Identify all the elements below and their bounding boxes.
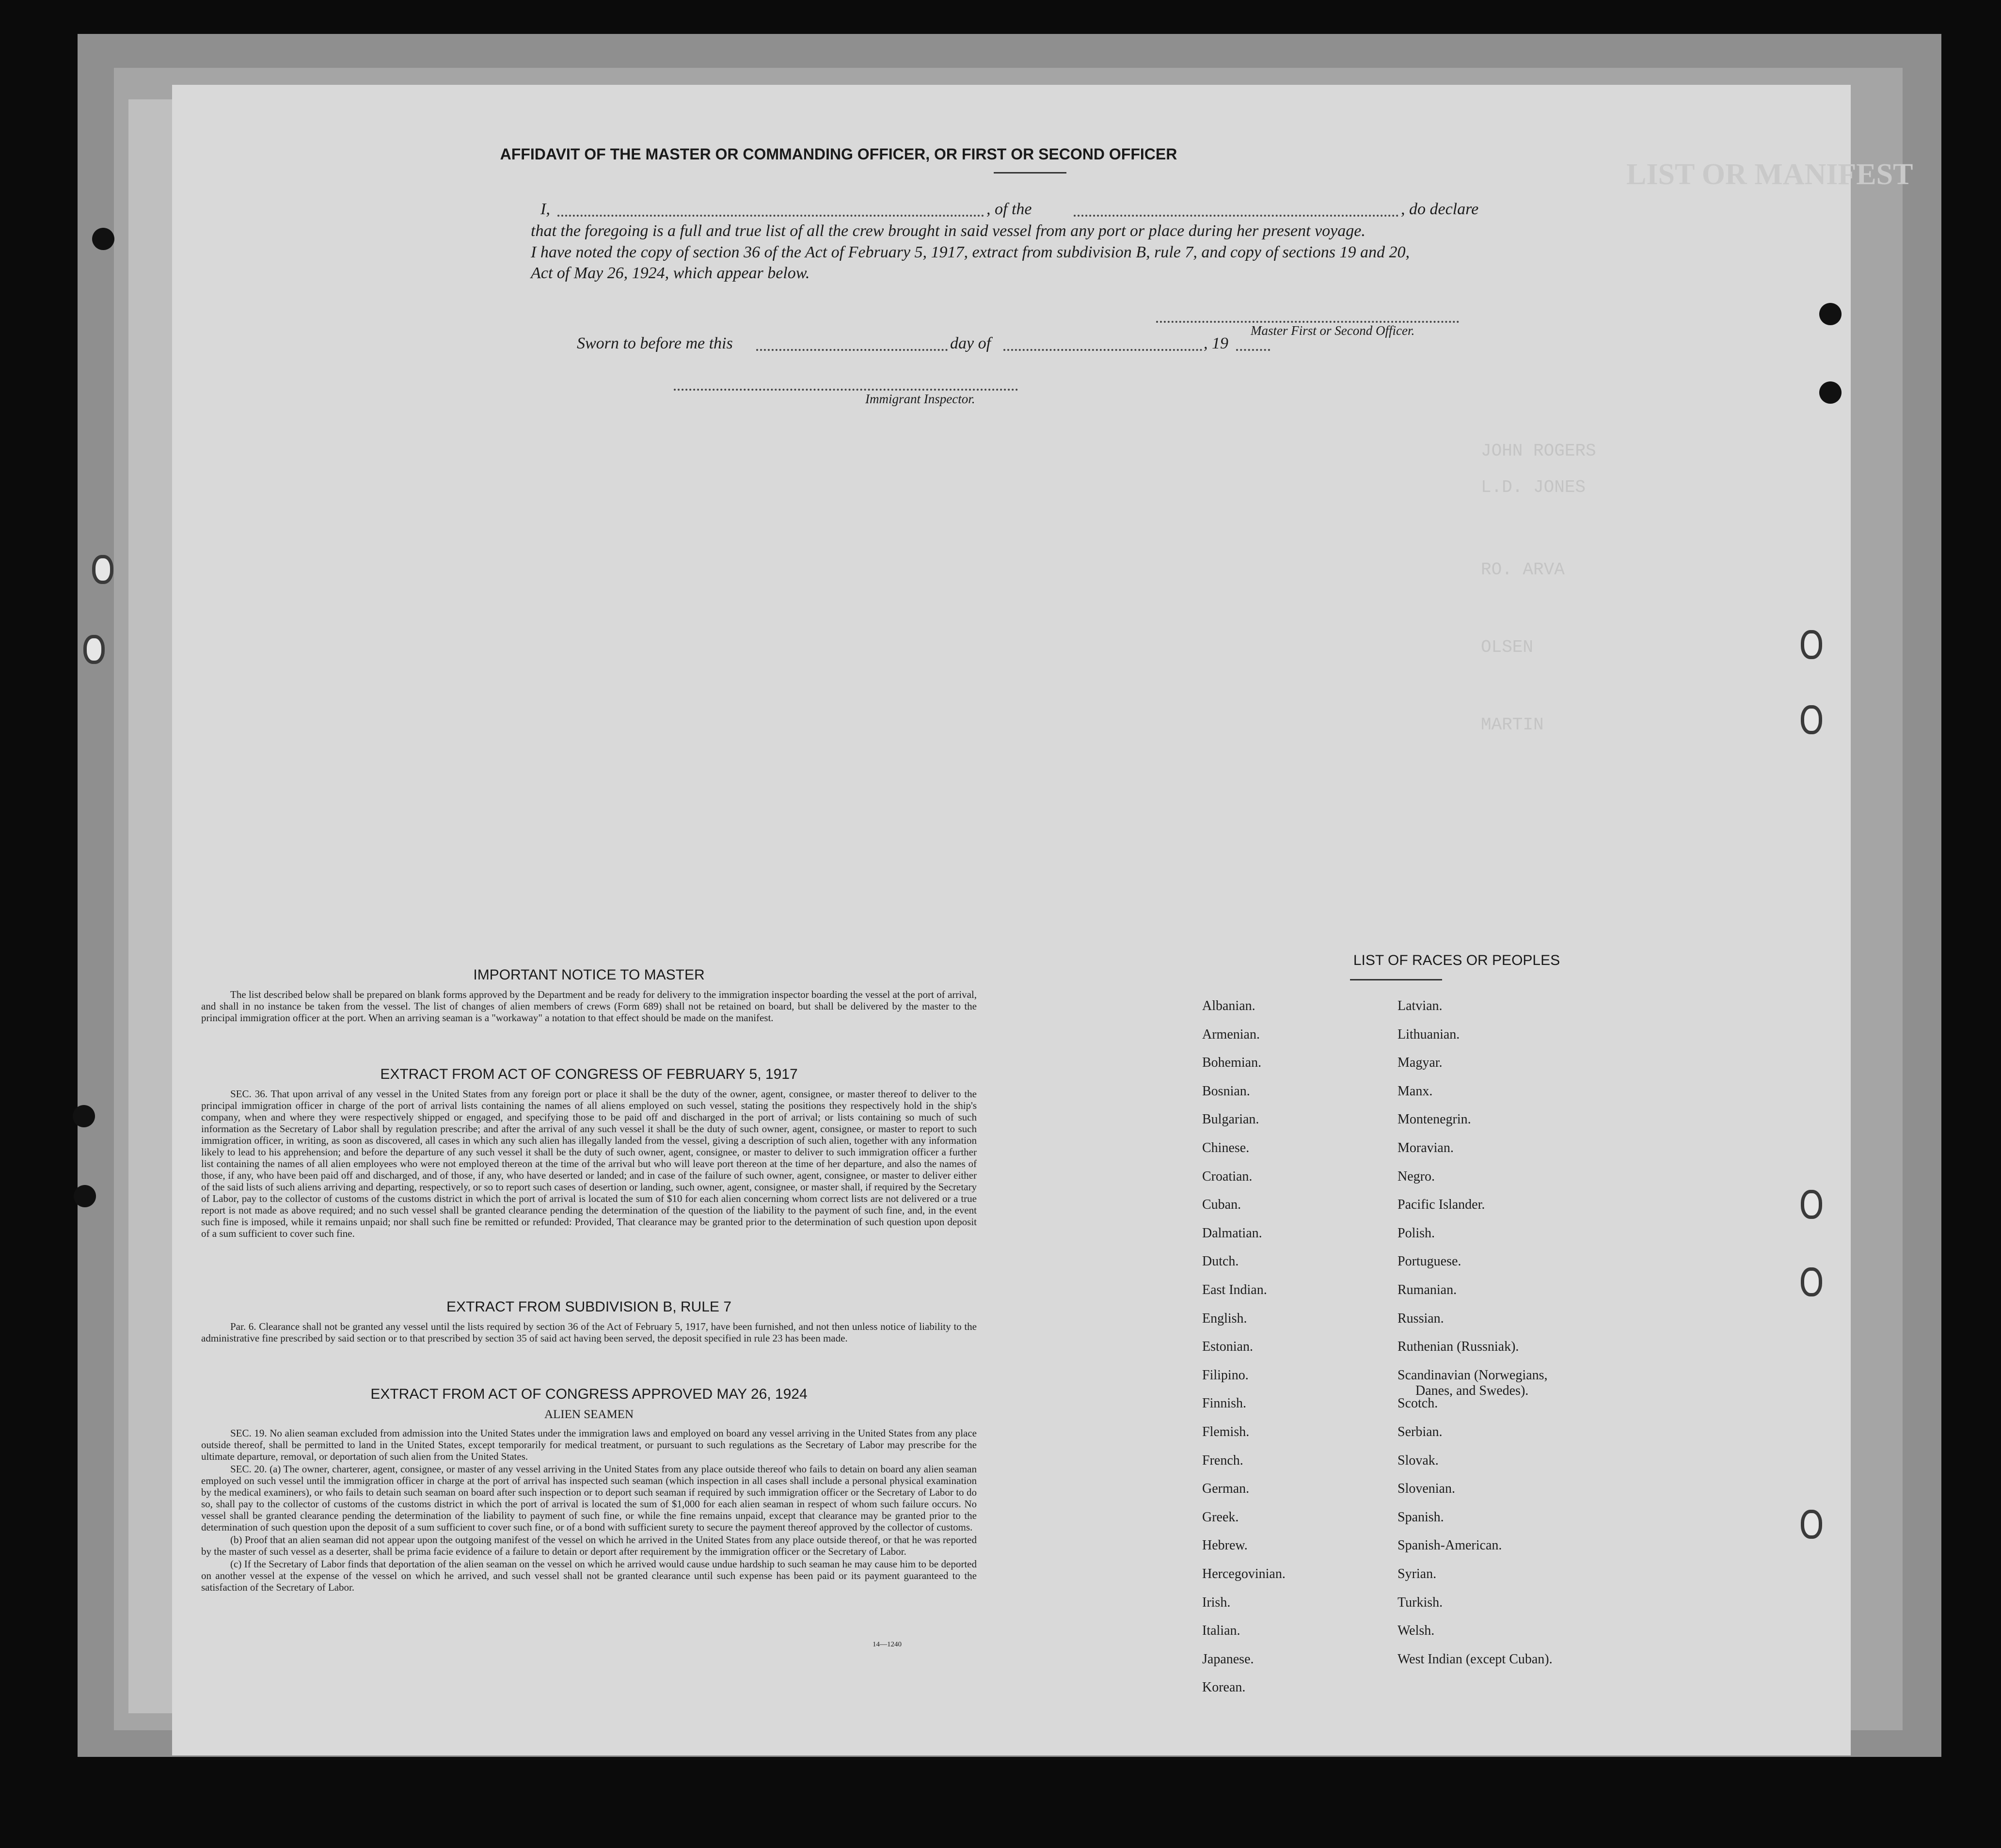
day-of-label: day of	[950, 334, 991, 352]
notice-text	[201, 989, 977, 1025]
races-title-rule	[1350, 979, 1442, 980]
bleed-through: L.D. JONES	[1481, 477, 1586, 497]
race-item: Flemish.	[1202, 1424, 1250, 1439]
master-signature-line[interactable]	[1156, 321, 1459, 323]
binder-hole	[1819, 303, 1842, 325]
affidavit-line-2: that the foregoing is a full and true list of all the crew brought in said vessel from any port or place during her present voyage.	[531, 222, 1366, 240]
binder-hole	[74, 1185, 96, 1207]
race-item: West Indian (except Cuban).	[1398, 1651, 1553, 1667]
affidavit-i-label: I,	[540, 200, 550, 218]
race-item: Korean.	[1202, 1680, 1246, 1695]
affidavit-line-3: I have noted the copy of section 36 of the Act of February 5, 1917, extract from subdivision B, rule 7, and copy of sections 19 and 20,	[531, 243, 1410, 261]
race-item: Pacific Islander.	[1398, 1197, 1485, 1213]
race-item: Greek.	[1202, 1509, 1239, 1525]
race-item: Scandinavian (Norwegians,	[1398, 1367, 1548, 1383]
rule-7-text	[201, 1321, 977, 1345]
year-blank[interactable]	[1236, 349, 1270, 351]
binder-hole	[73, 1105, 95, 1127]
alien-seamen-subtitle: ALIEN SEAMEN	[544, 1408, 634, 1421]
bleed-through: JOHN ROGERS	[1481, 441, 1596, 461]
race-item: Chinese.	[1202, 1140, 1250, 1155]
race-item: Rumanian.	[1398, 1282, 1457, 1297]
bleed-through: OLSEN	[1481, 637, 1534, 657]
race-item: East Indian.	[1202, 1282, 1267, 1297]
vessel-blank[interactable]	[1074, 215, 1398, 217]
race-item: Dutch.	[1202, 1254, 1239, 1269]
binder-hole	[1801, 1267, 1822, 1296]
race-item: Serbian.	[1398, 1424, 1443, 1439]
race-item: Croatian.	[1202, 1169, 1253, 1184]
form-page	[172, 85, 1913, 1755]
affidavit-do-declare: , do declare	[1401, 200, 1479, 218]
section-20a-paragraph: SEC. 20. (a) The owner, charterer, agent, consignee, or master of any vessel arriving in the United States from any place outside thereof who fails to detain on board any alien seaman employed on such vessel until the immigration officer in charge at the port of arrival has inspected such seaman (which inspection in all cases shall include a personal physical examination by the medical examiners), or who fails to detain such seaman on board after such inspection or to deport such seaman if required by such immigration officer or the Secretary of Labor to do so, shall pay to the collector of customs of the customs district in which the port of arrival is located the sum of $1,000 for each alien seaman in respect of whom such failure occurs. No vessel shall be granted clearance pending the determination of the liability to payment of such fine, or while the fine remains unpaid, except that clearance may be granted prior to the determination of such question upon the deposit of a sum sufficient to cover such fine, or of a bond with sufficient surety to secure the payment thereof approved by the collector of customs.	[201, 1463, 977, 1533]
race-item: French.	[1202, 1453, 1243, 1468]
races-title: LIST OF RACES OR PEOPLES	[1353, 952, 1560, 968]
sworn-label: Sworn to before me this	[577, 334, 733, 352]
race-item: Cuban.	[1202, 1197, 1241, 1213]
section-19-paragraph: SEC. 19. No alien seaman excluded from admission into the United States under the immigration laws and employed on board any vessel arriving in the United States from any place outside thereof, shall be permitted to land in the United States, except temporarily for medical treatment, or pursuant to such regulations as the Secretary of Labor may prescribe for the ultimate departure, removal, or deportation of such alien from the United States.	[201, 1427, 977, 1462]
race-item: Syrian.	[1398, 1566, 1437, 1581]
race-item: Negro.	[1398, 1169, 1435, 1184]
race-item: Scotch.	[1398, 1396, 1438, 1411]
notice-paragraph: The list described below shall be prepared on blank forms approved by the Department and be ready for delivery to the immigration inspector boarding the vessel at the port of arrival, and shall in no instance be taken from the vessel. The list of changes of alien members of crews (Form 689) shall not be retained on board, but shall be delivered by the master to the principal immigration officer at the port. When an arriving seaman is a "workaway" a notation to that effect should be made on the manifest.	[201, 989, 977, 1024]
race-item: Japanese.	[1202, 1651, 1254, 1667]
binder-hole	[1819, 381, 1842, 404]
inspector-signature-label: Immigrant Inspector.	[865, 392, 975, 406]
sworn-month-blank[interactable]	[1003, 349, 1202, 351]
race-item: Moravian.	[1398, 1140, 1454, 1155]
binder-hole	[1801, 705, 1822, 734]
race-item: Irish.	[1202, 1595, 1231, 1610]
race-item: Slovak.	[1398, 1453, 1439, 1468]
race-item: Filipino.	[1202, 1367, 1249, 1383]
extract-1924-title: EXTRACT FROM ACT OF CONGRESS APPROVED MAY 26, 1924	[370, 1386, 808, 1402]
race-item: Magyar.	[1398, 1055, 1443, 1071]
affidavit-line-4: Act of May 26, 1924, which appear below.	[531, 264, 810, 282]
form-number: 14—1240	[873, 1641, 902, 1648]
affidavit-of-the: , of the	[986, 200, 1032, 218]
race-item: Estonian.	[1202, 1339, 1253, 1355]
rule-7-paragraph: Par. 6. Clearance shall not be granted any vessel until the lists required by section 36 of the Act of February 5, 1917, have been furnished, and not then unless notice of liability to the administrative fine prescribed by said section or to that prescribed by section 35 of said act having been served, the deposit specified in rule 23 has been made.	[201, 1321, 977, 1344]
race-item: Slovenian.	[1398, 1481, 1455, 1497]
race-item: English.	[1202, 1311, 1247, 1326]
race-item: Hebrew.	[1202, 1538, 1248, 1553]
title-rule	[994, 172, 1066, 174]
race-item: Armenian.	[1202, 1027, 1260, 1042]
affidavit-title: AFFIDAVIT OF THE MASTER OR COMMANDING OFFICER, OR FIRST OR SECOND OFFICER	[500, 145, 1177, 163]
race-item: Bosnian.	[1202, 1083, 1250, 1099]
race-item: Manx.	[1398, 1083, 1433, 1099]
race-item: Albanian.	[1202, 998, 1255, 1013]
section-36-paragraph: SEC. 36. That upon arrival of any vessel in the United States from any foreign port or place it shall be the duty of the owner, agent, consignee, or master thereof to deliver to the principal immigration officer in charge of the port of arrival lists containing the names of all aliens employed on such vessel, stating the positions they respectively hold in the ship's company, when and where they were respectively shipped or engaged, and specifying those to be paid off and discharged in the port of arrival; or lists containing so much of such information as the Secretary of Labor shall by regulation prescribe; and after the arrival of any such vessel it shall be the duty of such owner, agent, consignee, or master to report to such immigration officer, in writing, as soon as discovered, all cases in which any such alien has illegally landed from the vessel, giving a description of such alien, together with any information likely to lead to his apprehension; and before the departure of any such vessel it shall be the duty of such owner, agent, consignee, or master to deliver to such immigration officer a further list containing the names of all alien employees who were not employed thereon at the time of the arrival but who will leave port thereon at the time of her departure, and also the names of those, if any, who have been paid off and discharged, and of those, if any, who have deserted or landed; and in case of the failure of such owner, agent, consignee, or master to deliver either of the said lists of such aliens arriving and departing, respectively, or so to report such cases of desertion or landing, such owner, agent, consignee, or master shall, if required by the Secretary of Labor, pay to the collector of customs of the customs district in which the port of arrival is located the sum of $10 for each alien concerning whom correct lists are not delivered or a true report is not made as above required; and no such vessel shall be granted clearance pending the determination of the question of the liability to the payment of such fine, and, in the event such fine is imposed, while it remains unpaid; nor shall such fine be remitted or refunded: Provided, That clearance may be granted prior to the determination of such question upon deposit of a sum sufficient to cover such fine.	[201, 1088, 977, 1239]
name-blank[interactable]	[557, 215, 984, 217]
binder-hole	[83, 635, 105, 664]
race-item: Turkish.	[1398, 1595, 1443, 1610]
race-item: Finnish.	[1202, 1396, 1247, 1411]
race-item: Portuguese.	[1398, 1254, 1461, 1269]
bleed-through: LIST OR MANIFEST	[1626, 158, 1913, 191]
race-item: Spanish.	[1398, 1509, 1444, 1525]
race-item: Hercegovinian.	[1202, 1566, 1286, 1581]
race-item: Montenegrin.	[1398, 1112, 1471, 1127]
binder-hole	[1801, 630, 1822, 659]
race-item: Bohemian.	[1202, 1055, 1262, 1071]
binder-hole	[92, 555, 113, 584]
race-item: Ruthenian (Russniak).	[1398, 1339, 1519, 1355]
sworn-day-blank[interactable]	[756, 349, 948, 351]
notice-title: IMPORTANT NOTICE TO MASTER	[473, 967, 705, 983]
race-item: Danes, and Swedes).	[1415, 1383, 1529, 1398]
extract-1917-title: EXTRACT FROM ACT OF CONGRESS OF FEBRUARY 5, 1917	[380, 1066, 798, 1082]
race-item: Bulgarian.	[1202, 1112, 1259, 1127]
section-20c-paragraph: (c) If the Secretary of Labor finds that deportation of the alien seaman on the vessel on which he arrived would cause undue hardship to such seaman he may cause him to be deported on another vessel at the expense of the vessel on which he arrived, and such vessel shall not be granted clearance until such expense has been paid or its payment guaranteed to the satisfaction of the Secretary of Labor.	[201, 1558, 977, 1593]
extract-1917-text	[201, 1088, 977, 1240]
race-item: Latvian.	[1398, 998, 1443, 1013]
race-item: Italian.	[1202, 1623, 1240, 1639]
section-20b-paragraph: (b) Proof that an alien seaman did not appear upon the outgoing manifest of the vessel on which he arrived in the United States from any place outside thereof, or that he was reported by the master of such vessel as a deserter, shall be prima facie evidence of a failure to detain or deport after requirement by the immigration officer or the Secretary of Labor.	[201, 1534, 977, 1557]
bleed-through: RO. ARVA	[1481, 560, 1565, 580]
race-item: Polish.	[1398, 1225, 1435, 1241]
rule-7-title: EXTRACT FROM SUBDIVISION B, RULE 7	[446, 1299, 731, 1315]
binder-hole	[1801, 1190, 1822, 1219]
race-item: Lithuanian.	[1398, 1027, 1460, 1042]
race-item: German.	[1202, 1481, 1250, 1497]
extract-1924-text	[201, 1427, 977, 1594]
year-label: , 19	[1204, 334, 1228, 352]
inspector-signature-line[interactable]	[674, 389, 1018, 391]
master-signature-label: Master First or Second Officer.	[1251, 323, 1415, 338]
race-item: Welsh.	[1398, 1623, 1435, 1639]
race-item: Spanish-American.	[1398, 1538, 1502, 1553]
race-item: Dalmatian.	[1202, 1225, 1262, 1241]
race-item: Russian.	[1398, 1311, 1444, 1326]
binder-hole	[1801, 1510, 1822, 1539]
bleed-through: MARTIN	[1481, 715, 1544, 735]
binder-hole	[92, 228, 114, 250]
